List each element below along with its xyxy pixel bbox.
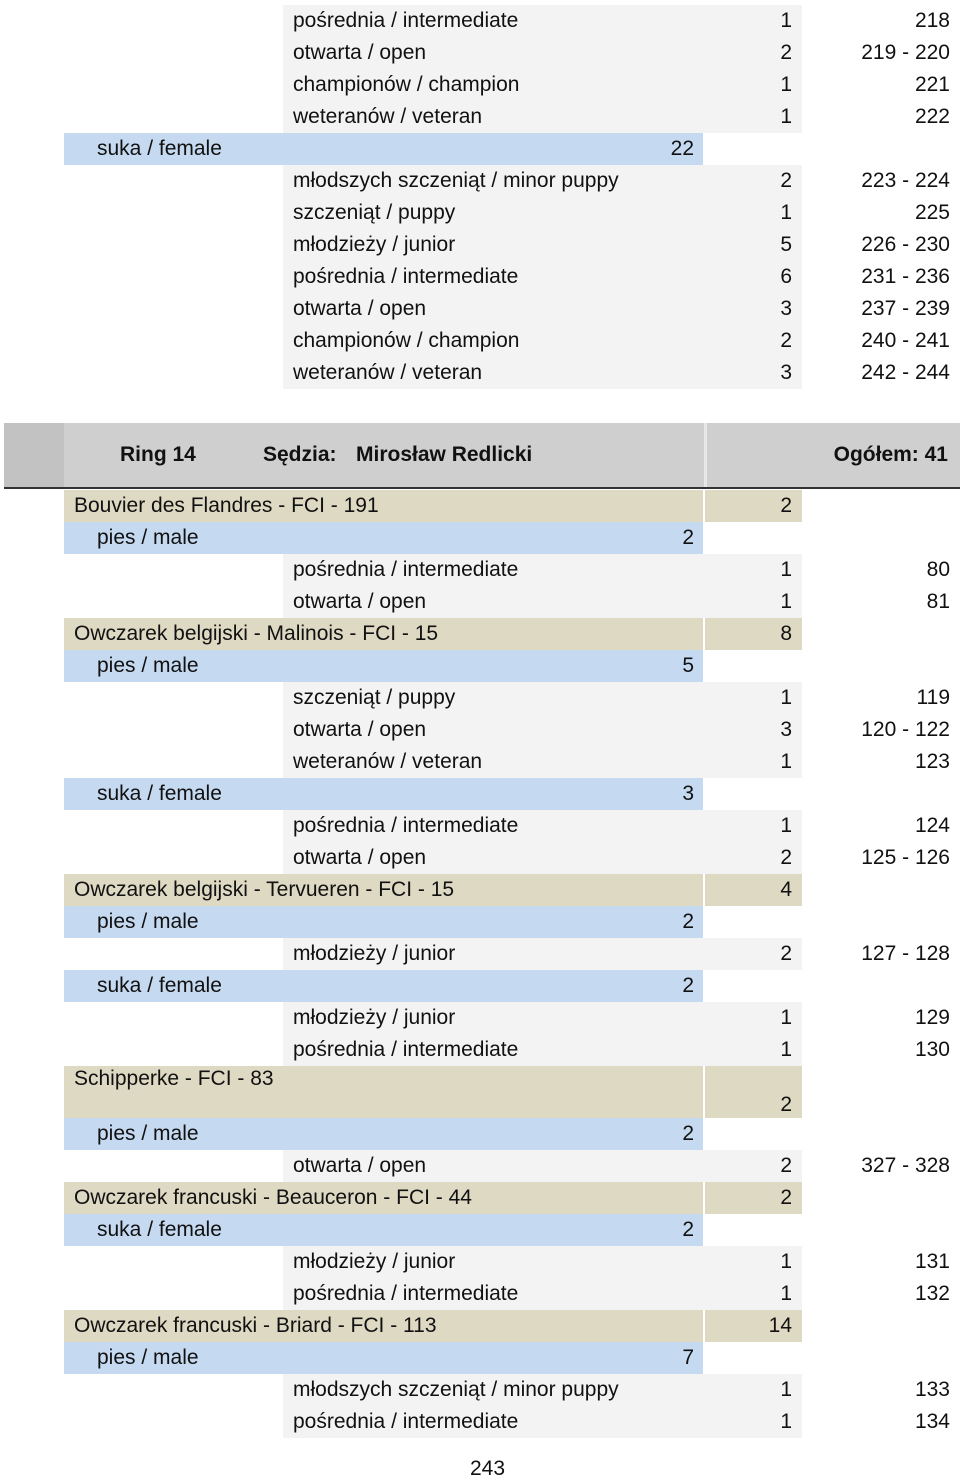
class-row (0, 69, 960, 101)
catalog-numbers: 134 (914, 1410, 950, 1433)
class-count: 2 (780, 942, 792, 965)
breed-row (0, 874, 960, 906)
catalog-numbers: 130 (914, 1038, 950, 1061)
breed-name: Owczarek francuski - Briard - FCI - 113 (74, 1314, 437, 1337)
judge-name: Mirosław Redlicki (356, 443, 533, 466)
class-count: 1 (780, 9, 792, 32)
class-count: 2 (780, 846, 792, 869)
catalog-numbers: 129 (914, 1006, 950, 1029)
sex-name: suka / female (97, 1218, 222, 1241)
class-row (0, 293, 960, 325)
class-row (0, 1034, 960, 1066)
sex-count: 2 (682, 910, 694, 933)
catalog-numbers: 124 (914, 814, 950, 837)
sex-name: pies / male (97, 654, 199, 677)
sex-name: pies / male (97, 910, 199, 933)
sex-count: 5 (682, 654, 694, 677)
ring-header-left-cell (4, 423, 64, 487)
breed-count: 14 (768, 1314, 792, 1337)
class-count: 2 (780, 41, 792, 64)
catalog-numbers: 127 - 128 (861, 942, 950, 965)
sex-count: 3 (682, 782, 694, 805)
catalog-numbers: 242 - 244 (861, 361, 950, 384)
catalog-numbers: 131 (914, 1250, 950, 1273)
class-name: weteranów / veteran (293, 750, 483, 773)
catalog-numbers: 133 (914, 1378, 950, 1401)
class-name: championów / champion (293, 329, 520, 352)
ring-header (4, 423, 960, 489)
class-row (0, 197, 960, 229)
ring-label: Ring 14 (120, 443, 196, 466)
class-count: 3 (780, 718, 792, 741)
class-count: 1 (780, 814, 792, 837)
class-name: pośrednia / intermediate (293, 9, 519, 32)
class-row (0, 586, 960, 618)
class-name: pośrednia / intermediate (293, 265, 519, 288)
sex-row (0, 650, 960, 682)
class-name: weteranów / veteran (293, 361, 483, 384)
breed-row (0, 618, 960, 650)
breed-row (0, 1182, 960, 1214)
breed-name: Owczarek belgijski - Tervueren - FCI - 15 (74, 878, 455, 901)
sex-row (0, 778, 960, 810)
sex-row (0, 1118, 960, 1150)
class-count: 1 (780, 1410, 792, 1433)
catalog-numbers: 132 (914, 1282, 950, 1305)
class-count: 3 (780, 361, 792, 384)
class-count: 1 (780, 1282, 792, 1305)
class-count: 1 (780, 1378, 792, 1401)
sex-row (0, 906, 960, 938)
class-name: młodszych szczeniąt / minor puppy (293, 1378, 619, 1401)
class-row (0, 229, 960, 261)
class-row (0, 261, 960, 293)
sex-count: 2 (682, 526, 694, 549)
class-count: 1 (780, 73, 792, 96)
catalog-numbers: 123 (914, 750, 950, 773)
catalog-numbers: 223 - 224 (861, 169, 950, 192)
class-row (0, 746, 960, 778)
breed-row (0, 490, 960, 522)
class-count: 1 (780, 1006, 792, 1029)
class-row (0, 1374, 960, 1406)
class-name: pośrednia / intermediate (293, 1038, 519, 1061)
class-count: 1 (780, 590, 792, 613)
sex-name: pies / male (97, 526, 199, 549)
class-count: 5 (780, 233, 792, 256)
class-row (0, 682, 960, 714)
class-count: 1 (780, 1038, 792, 1061)
breed-name: Bouvier des Flandres - FCI - 191 (74, 494, 379, 517)
breed-count: 2 (780, 494, 792, 517)
class-row (0, 1406, 960, 1438)
class-row (0, 1002, 960, 1034)
class-name: młodzieży / junior (293, 1006, 456, 1029)
class-row (0, 1278, 960, 1310)
class-name: szczeniąt / puppy (293, 201, 456, 224)
class-name: szczeniąt / puppy (293, 686, 456, 709)
class-row (0, 101, 960, 133)
catalog-numbers: 219 - 220 (861, 41, 950, 64)
breed-count: 4 (780, 878, 792, 901)
class-count: 1 (780, 1250, 792, 1273)
class-count: 1 (780, 750, 792, 773)
class-count: 2 (780, 329, 792, 352)
sex-name: suka / female (97, 974, 222, 997)
judge-label: Sędzia: (263, 443, 337, 466)
class-name: championów / champion (293, 73, 520, 96)
sex-row (0, 970, 960, 1002)
class-name: pośrednia / intermediate (293, 1282, 519, 1305)
sex-count: 2 (682, 974, 694, 997)
class-row (0, 938, 960, 970)
class-count: 1 (780, 686, 792, 709)
catalog-numbers: 225 (914, 201, 950, 224)
catalog-numbers: 218 (914, 9, 950, 32)
sex-count: 7 (682, 1346, 694, 1369)
class-name: młodszych szczeniąt / minor puppy (293, 169, 619, 192)
class-row (0, 5, 960, 37)
sex-count: 22 (670, 137, 694, 160)
catalog-numbers: 125 - 126 (861, 846, 950, 869)
breed-row (0, 1066, 960, 1118)
class-row (0, 842, 960, 874)
class-count: 1 (780, 201, 792, 224)
class-name: otwarta / open (293, 718, 427, 741)
class-row (0, 325, 960, 357)
class-row (0, 554, 960, 586)
class-name: młodzieży / junior (293, 1250, 456, 1273)
class-name: pośrednia / intermediate (293, 814, 519, 837)
class-row (0, 357, 960, 389)
catalog-numbers: 240 - 241 (861, 329, 950, 352)
class-row (0, 1150, 960, 1182)
catalog-numbers: 237 - 239 (861, 297, 950, 320)
class-count: 6 (780, 265, 792, 288)
sex-name: pies / male (97, 1346, 199, 1369)
sex-row (0, 1342, 960, 1374)
class-name: otwarta / open (293, 297, 427, 320)
class-row (0, 1246, 960, 1278)
class-name: pośrednia / intermediate (293, 558, 519, 581)
breed-count: 2 (780, 1186, 792, 1209)
catalog-numbers: 327 - 328 (861, 1154, 950, 1177)
class-count: 2 (780, 1154, 792, 1177)
breed-row (0, 1310, 960, 1342)
catalog-numbers: 120 - 122 (861, 718, 950, 741)
catalog-numbers: 222 (914, 105, 950, 128)
breed-count: 8 (780, 622, 792, 645)
class-name: otwarta / open (293, 41, 427, 64)
class-count: 3 (780, 297, 792, 320)
catalog-numbers: 221 (914, 73, 950, 96)
ring-total: Ogółem: 41 (833, 443, 948, 466)
catalog-numbers: 80 (926, 558, 950, 581)
breed-name: Schipperke - FCI - 83 (74, 1067, 274, 1090)
breed-name: Owczarek francuski - Beauceron - FCI - 44 (74, 1186, 472, 1209)
sex-row (0, 522, 960, 554)
sex-row (0, 133, 960, 165)
class-count: 2 (780, 169, 792, 192)
class-name: otwarta / open (293, 590, 427, 613)
class-name: młodzieży / junior (293, 233, 456, 256)
sex-row (0, 1214, 960, 1246)
class-count: 1 (780, 105, 792, 128)
class-name: młodzieży / junior (293, 942, 456, 965)
catalog-numbers: 231 - 236 (861, 265, 950, 288)
catalog-numbers: 81 (926, 590, 950, 613)
sex-name: suka / female (97, 137, 222, 160)
sex-count: 2 (682, 1218, 694, 1241)
class-count: 1 (780, 558, 792, 581)
class-name: otwarta / open (293, 1154, 427, 1177)
class-name: pośrednia / intermediate (293, 1410, 519, 1433)
catalog-numbers: 226 - 230 (861, 233, 950, 256)
class-name: otwarta / open (293, 846, 427, 869)
sex-count: 2 (682, 1122, 694, 1145)
catalog-numbers: 119 (916, 686, 950, 709)
class-name: weteranów / veteran (293, 105, 483, 128)
class-row (0, 165, 960, 197)
breed-count: 2 (780, 1093, 792, 1116)
class-row (0, 37, 960, 69)
sex-name: pies / male (97, 1122, 199, 1145)
class-row (0, 810, 960, 842)
breed-name: Owczarek belgijski - Malinois - FCI - 15 (74, 622, 439, 645)
class-row (0, 714, 960, 746)
ring-header-separator (704, 423, 707, 487)
page-number: 243 (470, 1457, 506, 1480)
sex-name: suka / female (97, 782, 222, 805)
